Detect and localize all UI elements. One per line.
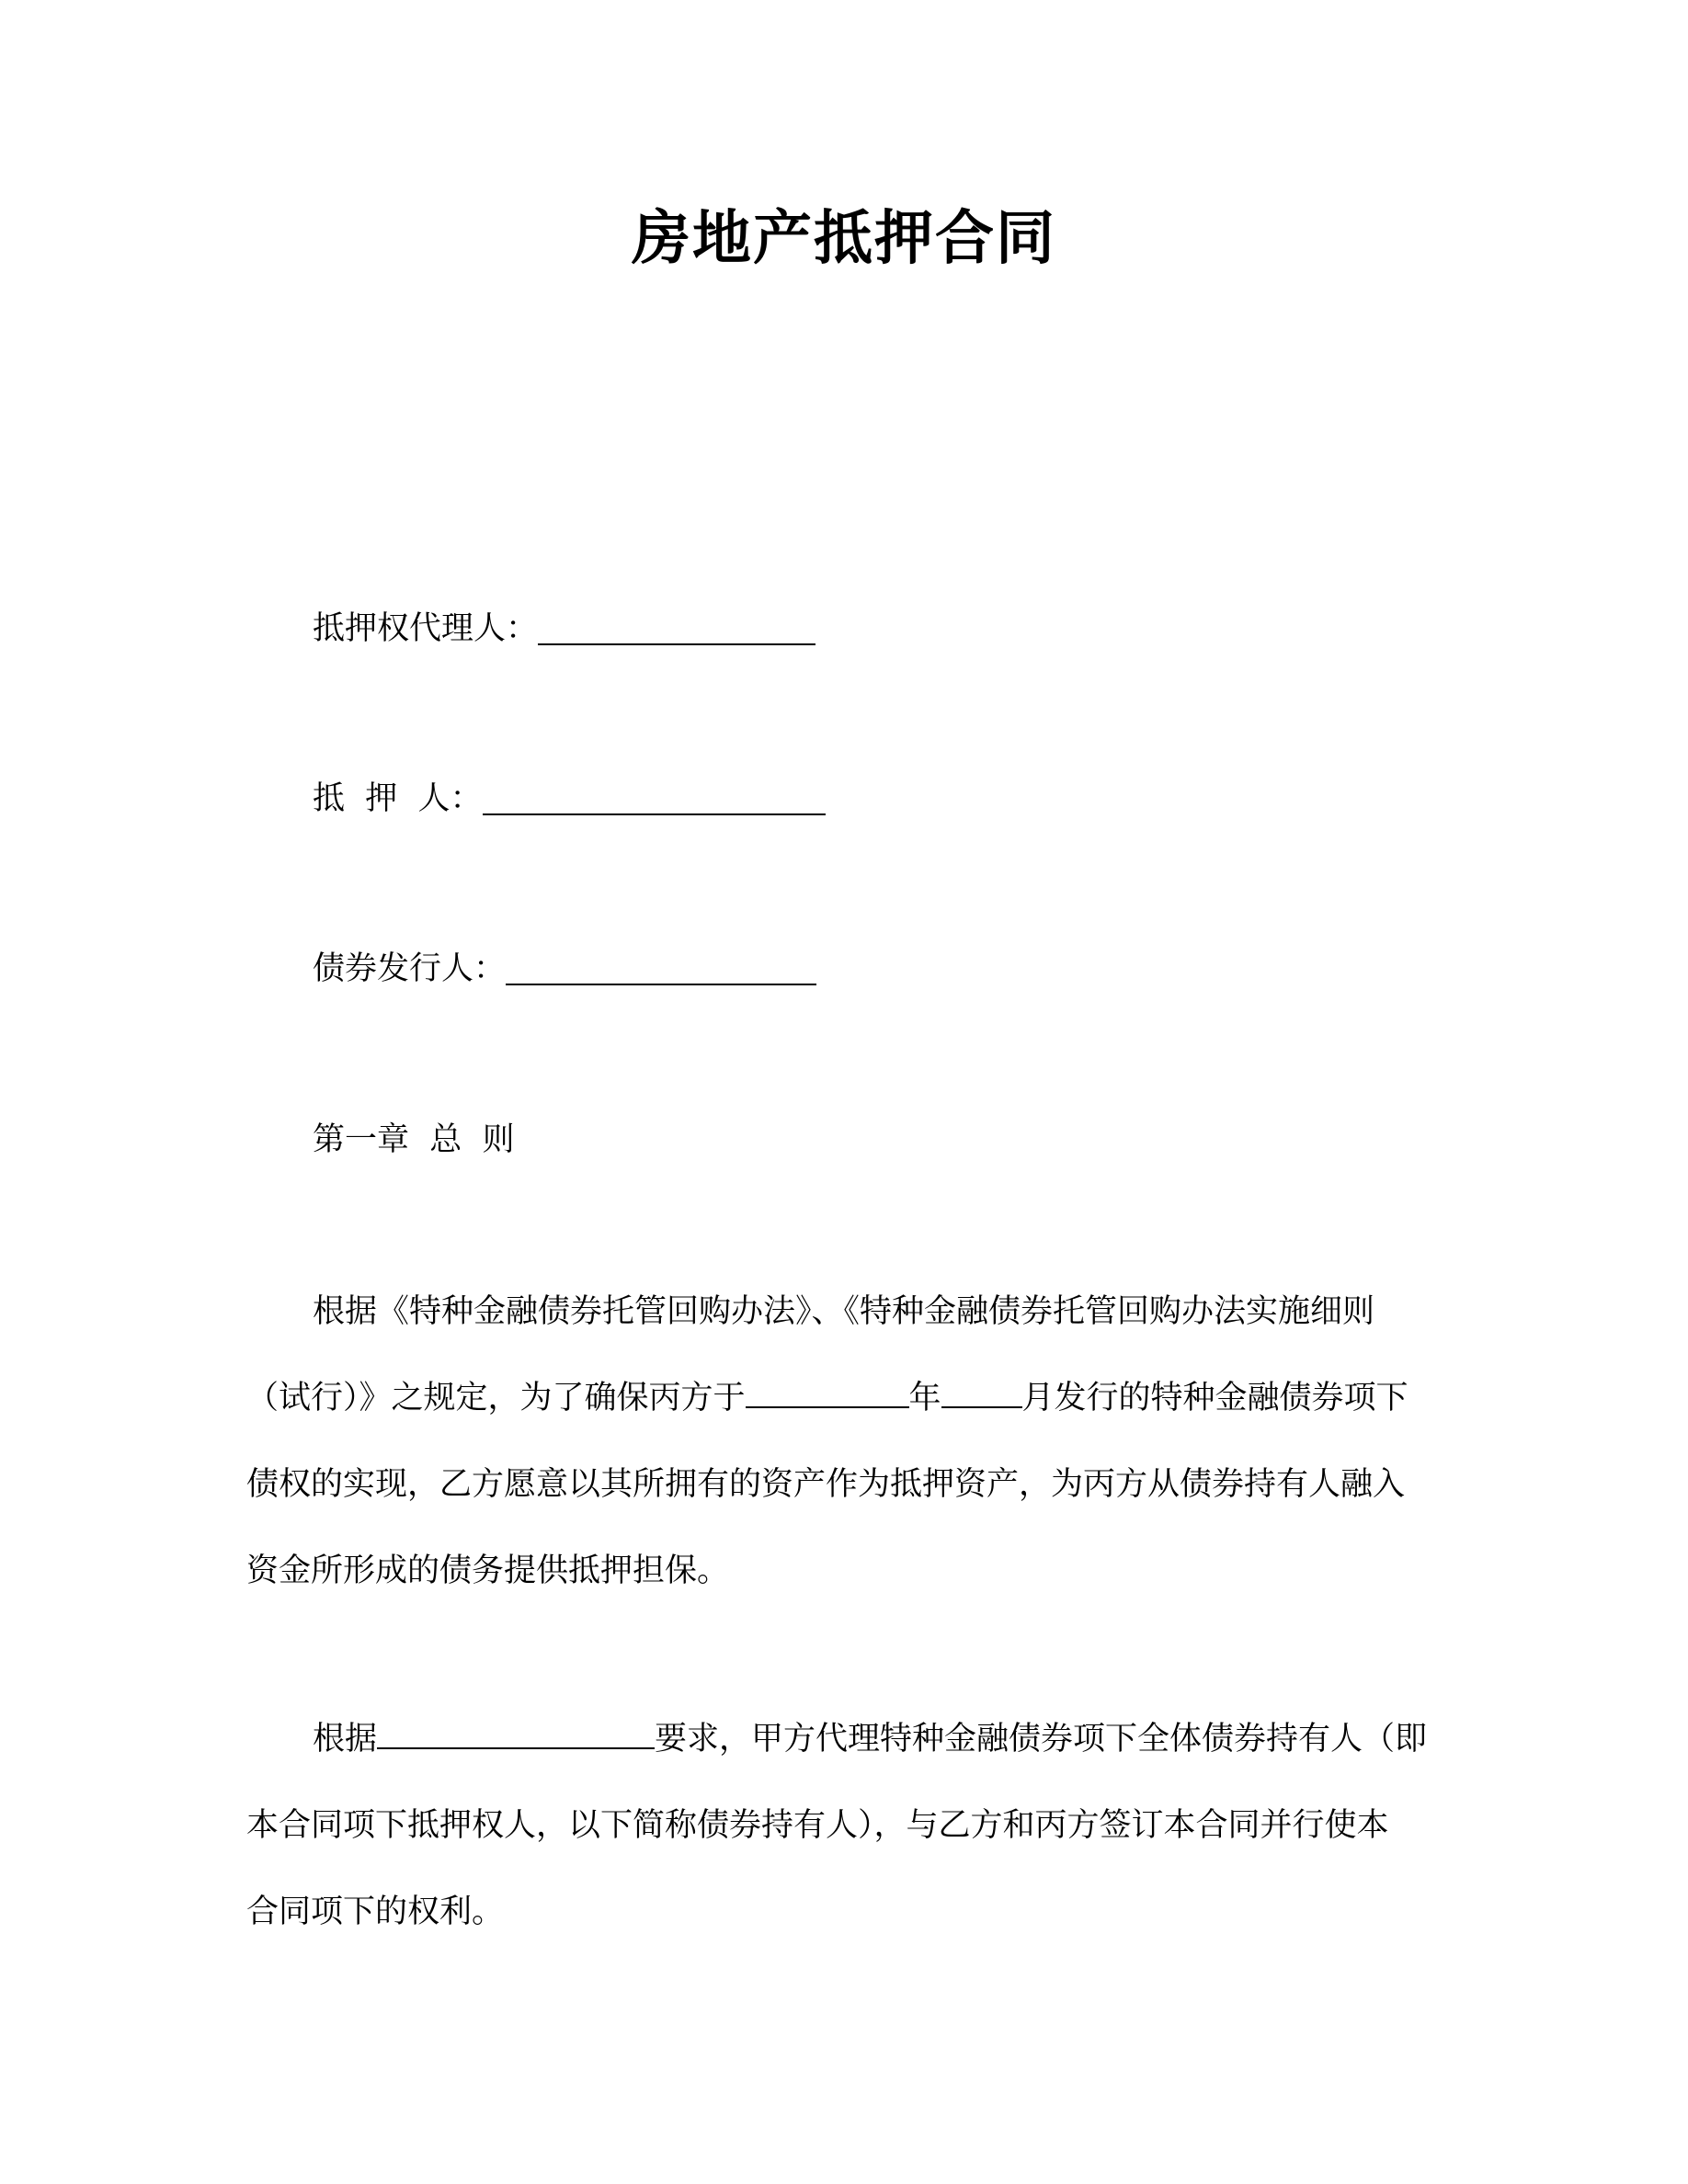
bond-issuer-field [313, 947, 816, 991]
bond-issuer-label: 债券发行人： [313, 950, 507, 987]
document-title: 房地产抵押合同 [632, 205, 1056, 273]
paragraph-1-line-4: 资金所形成的债务提供抵押担保。 [246, 1553, 730, 1589]
paragraph-2-line-2: 本合同项下抵押权人，以下简称债券持有人），与乙方和丙方签订本合同并行使本 [246, 1807, 1389, 1844]
paragraph-1-line-3: 债权的实现，乙方愿意以其所拥有的资产作为抵押资产，为丙方从债券持有人融入 [246, 1466, 1406, 1503]
month-blank[interactable] [941, 1379, 1022, 1408]
mortgage-agent-label: 抵押权代理人： [313, 610, 539, 647]
mortgage-agent-field [313, 607, 815, 651]
chapter-heading: 第一章 总 则 [313, 1121, 515, 1158]
bond-issuer-blank[interactable] [506, 950, 816, 985]
paragraph-2-line-3: 合同项下的权利。 [246, 1894, 505, 1930]
paragraph-2 [246, 1696, 1432, 1955]
paragraph-1 [246, 1268, 1432, 1614]
mortgage-agent-blank[interactable] [538, 610, 815, 645]
paragraph-2-line-1: 根据 要求，甲方代理特种金融债券项下全体债券持有人（即 [313, 1721, 1428, 1757]
year-blank[interactable] [746, 1379, 909, 1408]
paragraph-1-line-1: 根据《特种金融债券托管回购办法》、《特种金融债券托管回购办法实施细则 [313, 1293, 1375, 1330]
paragraph-1-line-2: （试行）》之规定，为了确保丙方于 年 月发行的特种金融债券项下 [246, 1380, 1409, 1416]
mortgagor-field [313, 777, 826, 821]
requirement-blank[interactable] [377, 1720, 655, 1749]
mortgagor-label: 抵 押 人： [313, 780, 483, 817]
mortgagor-blank[interactable] [483, 780, 826, 815]
